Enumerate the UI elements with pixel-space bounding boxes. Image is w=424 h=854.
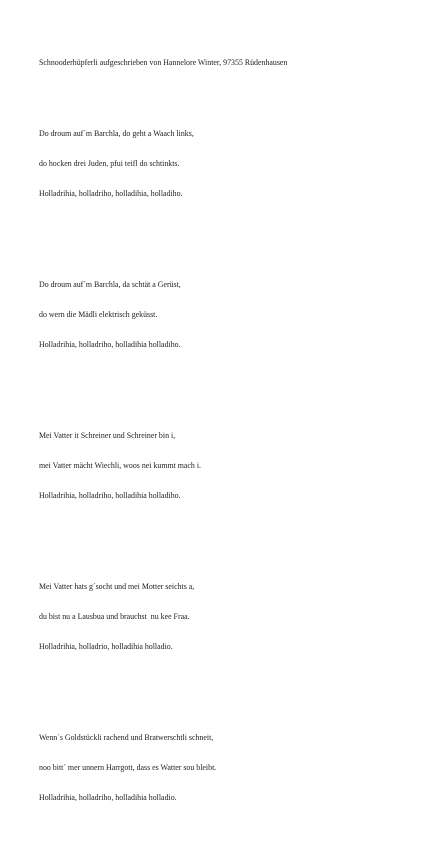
stanza-1 — [39, 109, 399, 219]
stanza-line: noo bitt´ mer unnern Harrgott, dass es Watter sou bleibt. — [39, 763, 217, 772]
stanza-5 — [39, 713, 399, 823]
stanza-line: Holladrihia, holladriho, holladihia, holladiho. — [39, 189, 183, 198]
stanza-2 — [39, 260, 399, 370]
stanza-line: Holladrihia, holladrio, holladihia holladio. — [39, 642, 173, 651]
stanza-line: Mei Vatter hats g´socht und mei Motter seichts a, — [39, 582, 195, 591]
stanza-line: Wenn´s Goldstückli rachend und Bratwerschtli schneit, — [39, 733, 214, 742]
stanza-4 — [39, 562, 399, 672]
stanza-3 — [39, 411, 399, 521]
stanza-line: do wern die Mädli elektrisch geküsst. — [39, 310, 158, 319]
document-title: Schnooderhüpferli aufgeschrieben von Hannelore Winter, 97355 Rüdenhausen — [39, 58, 288, 67]
stanza-line: Holladrihia, holladriho, holladihia holladio. — [39, 793, 177, 802]
stanza-line: Do droum auf´m Barchla, do geht a Waach links, — [39, 129, 194, 138]
stanza-line: Holladrihia, holladriho, holladihia holladiho. — [39, 340, 181, 349]
stanza-line: Mei Vatter it Schreiner und Schreiner bin i, — [39, 431, 176, 440]
stanza-line: Do droum auf´m Barchla, da schtät a Gerüst, — [39, 280, 181, 289]
stanza-line: du bist nu a Lausbua und brauchst nu kee Fraa. — [39, 612, 190, 621]
stanza-line: do hocken drei Juden, pfui teifl do schtinkts. — [39, 159, 180, 168]
stanza-line: Holladrihia, holladriho, holladihia holladiho. — [39, 491, 181, 500]
stanza-line: mei Vatter mächt Wiechli, woos nei kummt mach i. — [39, 461, 201, 470]
song-text — [39, 38, 399, 854]
